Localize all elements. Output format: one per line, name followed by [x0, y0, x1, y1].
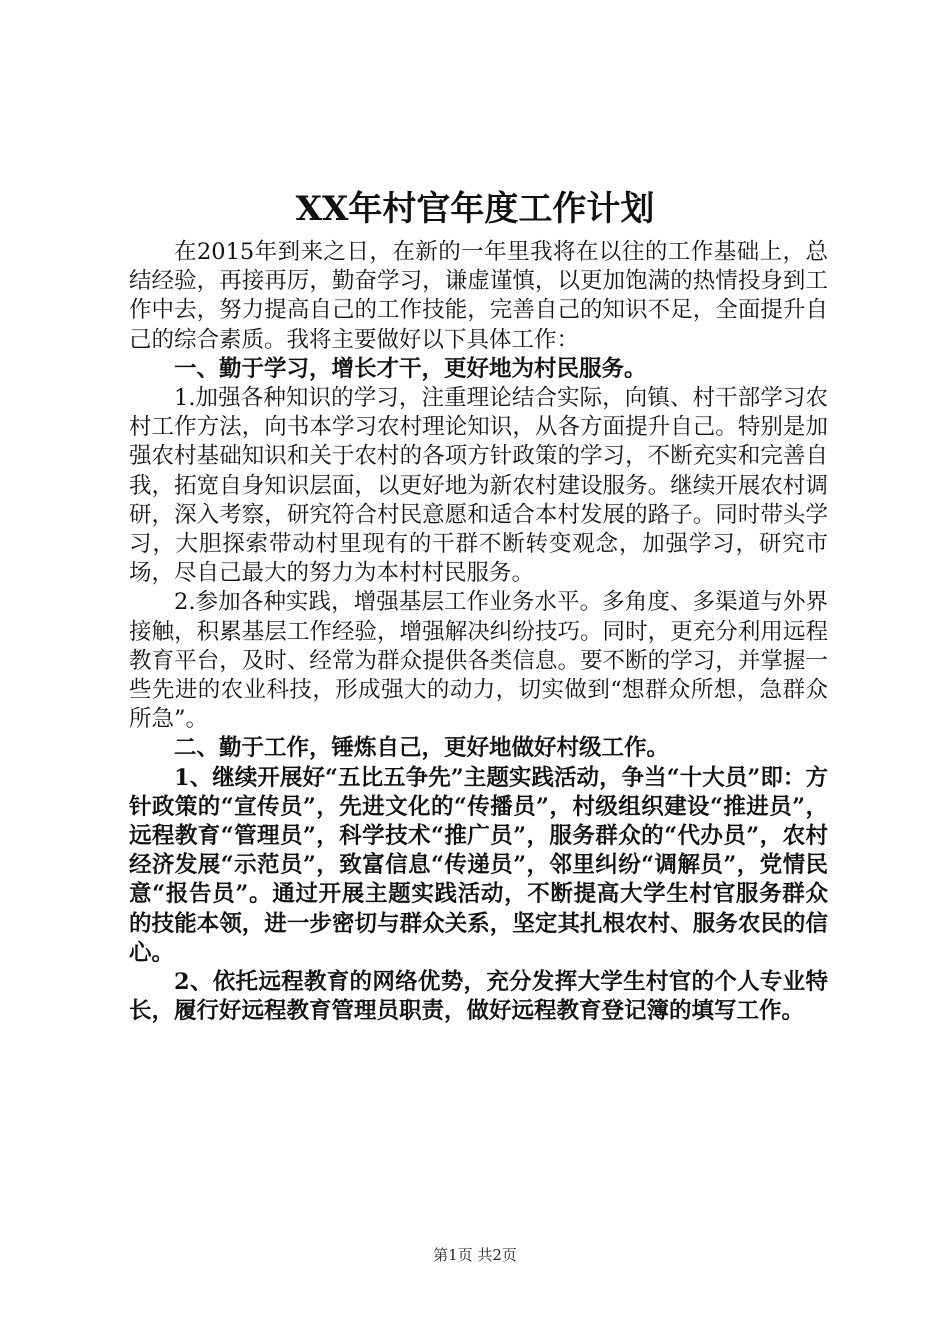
body-paragraph: 2.参加各种实践，增强基层工作业务水平。多角度、多渠道与外界接触，积累基层工作经验，增强解决纠纷技巧。同时，更充分利用远程教育平台，及时、经常为群众提供各类信息。要不断的学习，并掌握一些先进的农业科技，形成强大的动力，切实做到“想群众所想，急群众所急”。: [129, 589, 828, 733]
section-heading-2: 二、勤于工作，锤炼自己，更好地做好村级工作。: [174, 735, 670, 762]
body-paragraph: 1、继续开展好“五比五争先”主题实践活动，争当“十大员”即：方针政策的“宣传员”，先进文化的“传播员”，村级组织建设“推进员”，远程教育“管理员”，科学技术“推广员”，服务群众的“代办员”，农村经济发展“示范员”，致富信息“传递员”，邻里纠纷“调解员”，党情民意“报告员”。通过开展主题实践活动，不断提高大学生村官服务群众的技能本领，进一步密切与群众关系，坚定其扎根农村、服务农民的信心。: [129, 764, 828, 966]
page-number: 第1页 共2页: [433, 1246, 517, 1264]
document-body: [129, 238, 828, 1026]
section-heading-1: 一、勤于学习，增长才干，更好地为村民服务。: [174, 355, 647, 382]
body-paragraph: 2、依托远程教育的网络优势，充分发挥大学生村官的个人专业特长，履行好远程教育管理员职责，做好远程教育登记簿的填写工作。: [129, 969, 828, 1025]
document-title: XX年村官年度工作计划: [295, 189, 655, 229]
intro-paragraph: 在2015年到来之日，在新的一年里我将在以往的工作基础上，总结经验，再接再厉，勤奋学习，谦虚谨慎，以更加饱满的热情投身到工作中去，努力提高自己的工作技能，完善自己的知识不足，全面提升自己的综合素质。我将主要做好以下具体工作：: [129, 239, 828, 353]
body-paragraph: 1.加强各种知识的学习，注重理论结合实际，向镇、村干部学习农村工作方法，向书本学习农村理论知识，从各方面提升自己。特别是加强农村基础知识和关于农村的各项方针政策的学习，不断充实和完善自我，拓宽自身知识层面，以更好地为新农村建设服务。继续开展农村调研，深入考察，研究符合村民意愿和适合本村发展的路子。同时带头学习，大胆探索带动村里现有的干群不断转变观念，加强学习，研究市场，尽自己最大的努力为本村村民服务。: [129, 385, 828, 587]
